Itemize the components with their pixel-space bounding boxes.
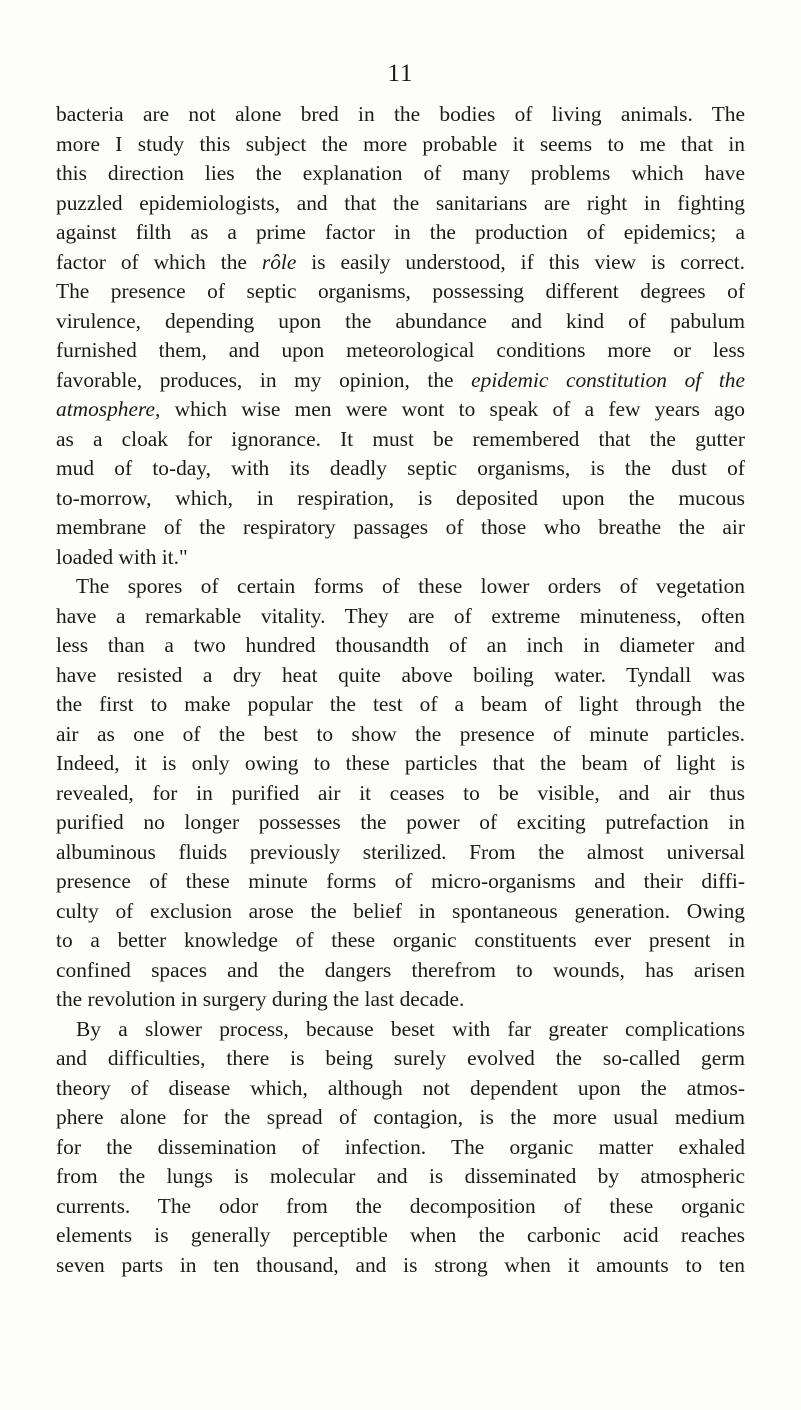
text-line: have a remarkable vitality. They are of extreme minuteness, often (56, 603, 745, 628)
text-line: furnished them, and upon meteorological conditions more or less (56, 338, 745, 362)
text-line: confined spaces and the dangers therefrom to wounds, has arisen (56, 957, 745, 982)
italic-text-run: atmosphere, (56, 397, 161, 421)
text-line: The spores of certain forms of these lower orders of vegetation (76, 574, 745, 598)
text-line: to a better knowledge of these organic constituents ever present in (56, 928, 745, 952)
italic-text-run: rôle (261, 249, 297, 274)
text-line: purified no longer possesses the power of exciting putrefaction in (56, 810, 745, 834)
text-line: revealed, for in purified air it ceases to be visible, and air thus (56, 780, 745, 805)
text-run: is easily understood, if this view is correct. (296, 249, 745, 274)
text-line: By a slower process, because beset with far greater complications (76, 1016, 745, 1041)
text-line: the revolution in surgery during the last decade. (56, 987, 465, 1011)
text-line: as a cloak for ignorance. It must be remembered that the gutter (56, 426, 745, 451)
text-line (56, 395, 745, 425)
text-line: albuminous fluids previously sterilized. From the almost universal (56, 839, 745, 864)
text-line: elements is generally perceptible when the carbonic acid reaches (56, 1223, 745, 1247)
text-line: this direction lies the explanation of many problems which have (56, 161, 745, 185)
text-line: from the lungs is molecular and is disseminated by atmospheric (56, 1164, 745, 1188)
text-line: for the dissemination of infection. The organic matter exhaled (56, 1134, 745, 1159)
text-run: favorable, produces, in my opinion, the (56, 367, 472, 392)
text-line (56, 366, 745, 396)
text-line: virulence, depending upon the abundance and kind of pabulum (56, 308, 745, 333)
text-line (56, 248, 745, 278)
text-line: membrane of the respiratory passages of those who breathe the air (56, 515, 745, 539)
italic-text-run: epidemic constitution of the (471, 367, 745, 392)
text-line: theory of disease which, although not dependent upon the atmos- (56, 1075, 745, 1100)
page-number: 11 (387, 60, 414, 87)
text-line: culty of exclusion arose the belief in spontaneous generation. Owing (56, 898, 745, 923)
text-line: and difficulties, there is being surely evolved the so-called germ (56, 1046, 745, 1070)
text-line: phere alone for the spread of contagion, is the more usual medium (56, 1105, 745, 1129)
text-line: against filth as a prime factor in the production of epidemics; a (56, 220, 745, 244)
text-line: have resisted a dry heat quite above boiling water. Tyndall was (56, 662, 745, 687)
text-line: air as one of the best to show the presence of minute particles. (56, 721, 745, 746)
text-run: which wise men were wont to speak of a few years ago (160, 397, 745, 421)
text-line: loaded with it." (56, 544, 188, 569)
text-line: puzzled epidemiologists, and that the sanitarians are right in fighting (56, 190, 745, 215)
text-line: mud of to-day, with its deadly septic organisms, is the dust of (56, 456, 745, 480)
text-line: seven parts in ten thousand, and is strong when it amounts to ten (56, 1252, 745, 1277)
text-line: currents. The odor from the decomposition of these organic (56, 1193, 745, 1218)
text-line: bacteria are not alone bred in the bodies of living animals. The (56, 102, 745, 126)
text-line: less than a two hundred thousandth of an inch in diameter and (56, 633, 745, 657)
body-text (56, 100, 745, 1280)
text-run: factor of which the (56, 249, 262, 274)
text-line: Indeed, it is only owing to these particles that the beam of light is (56, 751, 745, 775)
text-line: to-morrow, which, in respiration, is deposited upon the mucous (56, 485, 745, 510)
text-line: The presence of septic organisms, possessing different degrees of (56, 279, 745, 303)
text-line: the first to make popular the test of a beam of light through the (56, 692, 745, 716)
text-line: more I study this subject the more probable it seems to me that in (56, 131, 745, 156)
text-line: presence of these minute forms of micro-organisms and their diffi- (56, 869, 745, 893)
